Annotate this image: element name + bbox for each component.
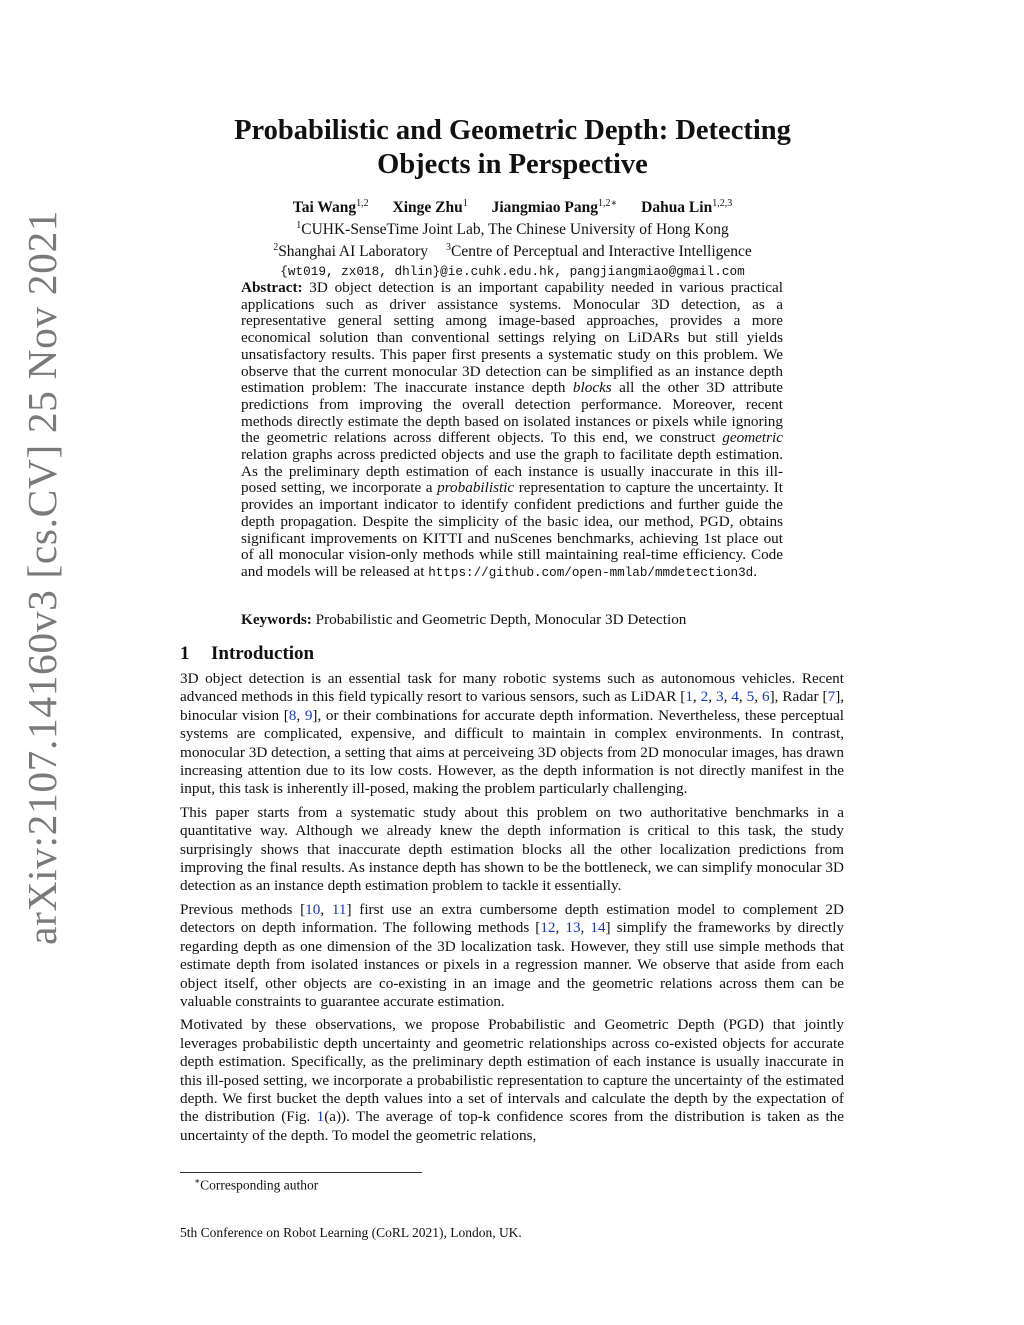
intro-paragraph-3: Previous methods [10, 11] first use an extra cumbersome depth estimation model to complement 2D detectors on depth information. The following methods [12, 13, 14] simplify the frameworks by directly regarding depth as one dimension of the 3D localization task. However, they still use simple methods that estimate depth from isolated instances or pixels in a regression manner. We observe that aside from each object itself, other objects are co-existing in an image and the geometric relations across them can be valuable constraints to guarantee accurate estimation. [180, 900, 845, 1010]
citation-link[interactable]: 10 [305, 900, 321, 918]
author-xinge-zhu: Xinge Zhu$^1$ [392, 198, 468, 217]
paper-title [180, 114, 845, 182]
author-jiangmiao-pang: Jiangmiao Pang$^{1,2∗}$ [491, 198, 618, 217]
abstract: Abstract: 3D object detection is an important capability needed in various practical applications such as driver assistance systems. Monocular 3D detection, as a representative general setting among image-based approaches, provides a more economical solution than conventional settings relying on LiDARs but still yields unsatisfactory results. This paper first presents a systematic study on this problem. We observe that the current monocular 3D detection can be simplified as an instance depth estimation problem: The inaccurate instance depth blocks all the other 3D attribute predictions from improving the overall detection performance. Moreover, recent methods directly estimate the depth based on isolated instances or pixels while ignoring the geometric relations across different objects. To this end, we construct geometric relation graphs across predicted objects and use the graph to facilitate depth estimation. As the preliminary depth estimation of each instance is usually inaccurate in this ill-posed setting, we incorporate a probabilistic representation to capture the uncertainty. It provides an important indicator to identify confident predictions and further guide the depth propagation. Despite the simplicity of the basic idea, our method, PGD, obtains significant improvements on KITTI and nuScenes benchmarks, achieving 1st place out of all monocular vision-only methods while still maintaining real-time efficiency. Code and models will be released at https://github.com/open-mmlab/mmdetection3d. [241, 279, 783, 580]
citation-link[interactable]: 12 [540, 919, 556, 937]
citation-link[interactable]: 6 [761, 688, 770, 706]
code-url-link[interactable]: https://github.com/open-mmlab/mmdetection3d [428, 565, 754, 580]
author-list [180, 195, 845, 217]
author-dahua-lin: Dahua Lin$^{1,2,3}$ [641, 198, 733, 217]
citation-link[interactable]: 5 [746, 688, 755, 706]
abstract-label: Abstract: [241, 279, 303, 296]
intro-paragraph-4: Motivated by these observations, we propose Probabilistic and Geometric Depth (PGD) that jointly leverages probabilistic depth uncertainty and geometric relationships across co-existed objects for accurate depth estimation. Specifically, as the preliminary depth estimation of each instance is usually inaccurate in this ill-posed setting, we incorporate a probabilistic representation to capture the uncertainty of the estimated depth. We first bucket the depth values into a set of intervals and calculate the depth by the expectation of the distribution (Fig. 1(a)). The average of top-k confidence scores from the distribution is taken as the uncertainty of the depth. To model the geometric relations, [180, 1016, 844, 1144]
title-line-2: Objects in Perspective [377, 149, 648, 180]
affiliation-2-3: $^2$Shanghai AI Laboratory $^3$Centre of Perceptual and Interactive Intelligence [273, 242, 752, 261]
intro-paragraph-2: This paper starts from a systematic study about this problem on two authoritative benchmarks in a quantitative way. Although we already knew the depth information is critical to this task, the study surprisingly shows that inaccurate depth estimation blocks all the other localization predictions from improving the final results. As instance depth has shown to be the bottleneck, we can simplify monocular 3D detection as an instance depth estimation problem to tackle it essentially. [180, 803, 844, 895]
conference-venue: 5th Conference on Robot Learning (CoRL 2021), London, UK. [180, 1225, 522, 1240]
footnote: ∗Corresponding author [194, 1176, 319, 1193]
author-tai-wang: Tai Wang$^{1,2}$ [292, 198, 369, 217]
section-heading-introduction: 1 Introduction [180, 643, 315, 664]
citation-link[interactable]: 3 [715, 688, 724, 706]
citation-link[interactable]: 2 [700, 688, 709, 706]
citation-link[interactable]: 7 [827, 688, 836, 706]
introduction-body [180, 670, 844, 1150]
author-emails: {wt019, zx018, dhlin}@ie.cuhk.edu.hk, pangjiangmiao@gmail.com [280, 264, 745, 280]
title-line-1: Probabilistic and Geometric Depth: Detecting [234, 115, 791, 146]
intro-paragraph-1: 3D object detection is an essential task for many robotic systems such as autonomous vehicles. Recent advanced methods in this field typically resort to various sensors, such as LiDAR [1, 2, 3, 4, 5, 6], Radar [7], binocular vision [8, 9], or their combinations for accurate depth information. Nevertheless, these perceptual systems are complicated, expensive, and difficult to maintain in complex environments. In contrast, monocular 3D detection, a setting that aims at perceiveing 3D objects from 2D monocular images, has drawn increasing attention due to its low costs. However, as the depth information is not directly manifest in the input, this task is inherently ill-posed, making the problem particularly challenging. [180, 670, 845, 798]
citation-link[interactable]: 1 [685, 688, 693, 706]
citation-link[interactable]: 11 [331, 900, 347, 918]
citation-link[interactable]: 13 [565, 919, 581, 937]
citation-link[interactable]: 8 [288, 706, 297, 724]
citation-link[interactable]: 14 [590, 919, 606, 937]
author-block [180, 195, 845, 281]
keywords: Keywords: Probabilistic and Geometric Depth, Monocular 3D Detection [241, 611, 687, 628]
citation-link[interactable]: 9 [304, 706, 313, 724]
affiliation-1: $^1$CUHK-SenseTime Joint Lab, The Chinese University of Hong Kong [296, 220, 729, 239]
citation-link[interactable]: 4 [731, 688, 739, 706]
arxiv-identifier: arXiv:2107.14160v3 [cs.CV] 25 Nov 2021 [19, 209, 65, 945]
keywords-label: Keywords: [241, 611, 312, 628]
footnote-rule [180, 1172, 422, 1173]
figure-reference-link[interactable]: 1 [316, 1108, 325, 1126]
